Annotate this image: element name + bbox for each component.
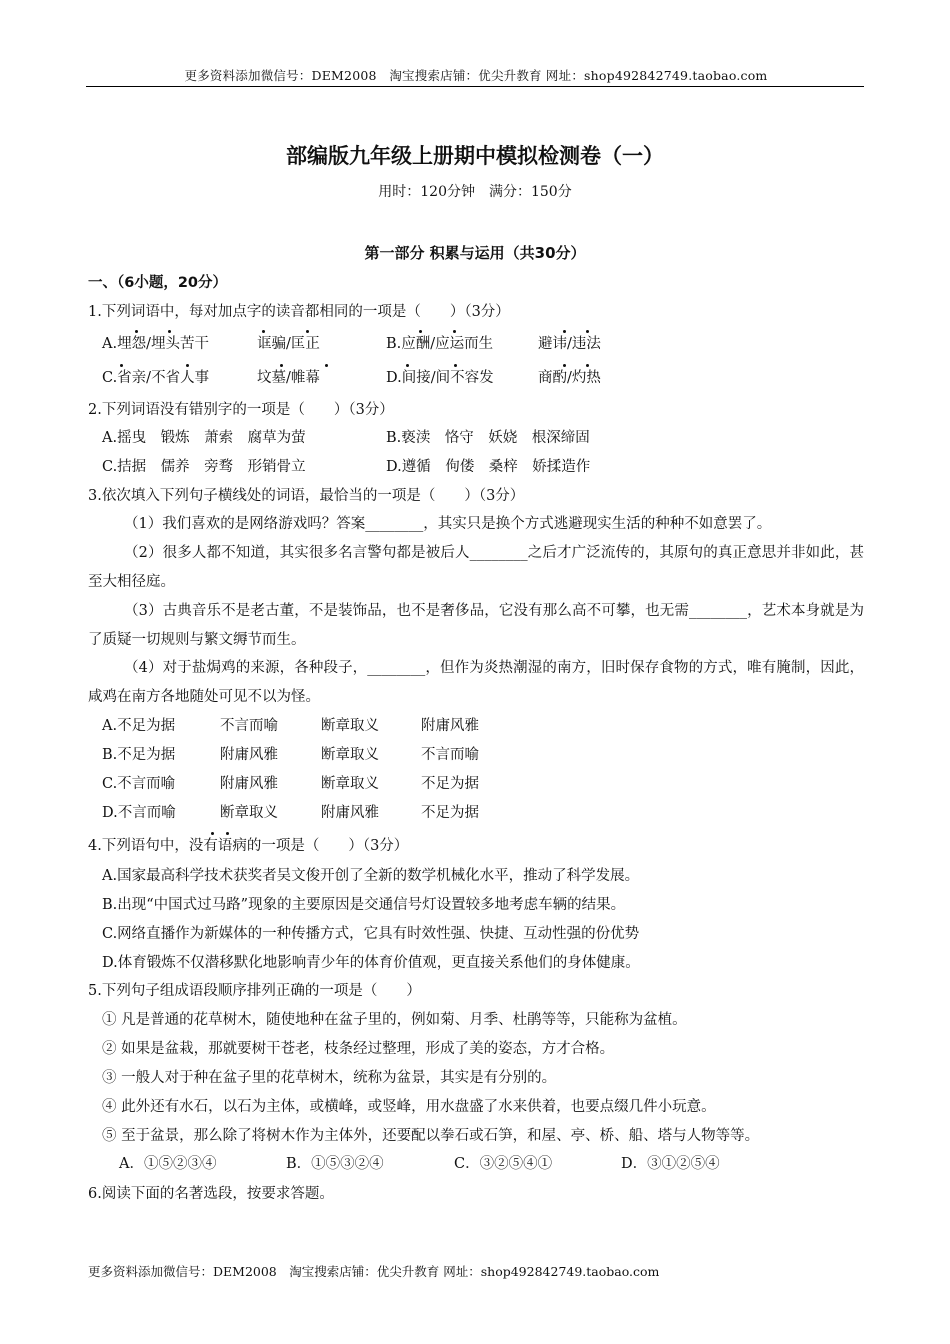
q2-option-d: D.遵循 佝偻 桑梓 娇揉造作 xyxy=(386,459,591,475)
emphasis-dot xyxy=(262,330,265,333)
q3-option-b-1: B.不足为据 xyxy=(102,747,176,763)
question-1-stem: 1.下列词语中，每对加点字的读音都相同的一项是（ ）（3分） xyxy=(88,304,510,320)
q5-sentence-3: ③ 一般人对于种在盆子里的花草树木，统称为盆景，其实是有分别的。 xyxy=(102,1070,557,1086)
emphasis-dot xyxy=(419,330,422,333)
emphasis-dot xyxy=(120,364,123,367)
q5-option-a: A．①⑤②③④ xyxy=(119,1156,217,1172)
q1-option-b-2: 避讳/违法 xyxy=(538,336,601,352)
q3-option-a-2: 不言而喻 xyxy=(220,718,278,734)
exam-info: 用时：120分钟 满分：150分 xyxy=(378,184,572,200)
q5-sentence-4: ④ 此外还有水石，以石为主体，或横峰，或竖峰，用水盘盛了水来供着，也要点缀几件小玩意。 xyxy=(102,1099,716,1115)
q4-option-a: A.国家最高科学技术获奖者吴文俊开创了全新的数学机械化水平，推动了科学发展。 xyxy=(102,868,640,884)
question-6-stem: 6.阅读下面的名著选段，按要求答题。 xyxy=(88,1186,334,1202)
q3-option-d-2: 断章取义 xyxy=(220,805,278,821)
q4-option-c: C.网络直播作为新媒体的一种传播方式，它具有时效性强、快捷、互动性强的份优势 xyxy=(102,926,640,942)
q2-option-c: C.拮据 儒养 旁骛 形销骨立 xyxy=(102,459,306,475)
emphasis-dot xyxy=(325,364,328,367)
q3-option-c-1: C.不言而喻 xyxy=(102,776,176,792)
q5-sentence-5: ⑤ 至于盆景，那么除了将树木作为主体外，还要配以拳石或石笋，和屋、亭、桥、船、塔与人物等等。 xyxy=(102,1128,760,1144)
emphasis-dot xyxy=(454,364,457,367)
header-divider xyxy=(86,86,864,87)
emphasis-dot xyxy=(586,330,589,333)
emphasis-dot xyxy=(211,832,214,835)
q3-option-b-2: 附庸风雅 xyxy=(220,747,278,763)
q5-sentence-2: ② 如果是盆栽，那就要树干苍老，枝条经过整理，形成了美的姿态，方才合格。 xyxy=(102,1041,615,1057)
q3-option-a-3: 断章取义 xyxy=(321,718,379,734)
page-header: 更多资料添加微信号：DEM2008 淘宝搜索店铺：优尖升教育 网址：shop492842749.taobao.com xyxy=(184,68,768,83)
question-5-stem: 5.下列句子组成语段顺序排列正确的一项是（ ） xyxy=(88,983,421,999)
emphasis-dot xyxy=(453,330,456,333)
q1-option-a-1: A.埋怨/埋头苦干 xyxy=(102,336,209,352)
q3-option-d-3: 附庸风雅 xyxy=(321,805,379,821)
q1-option-b-1: B.应酬/应运而生 xyxy=(386,336,494,352)
q1-option-d-2: 商酌/灼热 xyxy=(538,370,601,386)
q3-option-b-4: 不言而喻 xyxy=(421,747,479,763)
q1-option-d-1: D.间接/间不容发 xyxy=(386,370,494,386)
q3-option-a-4: 附庸风雅 xyxy=(421,718,479,734)
emphasis-dot xyxy=(280,364,283,367)
emphasis-dot xyxy=(563,330,566,333)
q3-sentence-3: （3）古典音乐不是老古董，不是装饰品，也不是奢侈品，它没有那么高不可攀，也无需________，艺术本身就是为了质疑一切规则与繁文缛节而生。 xyxy=(88,603,864,648)
q2-option-b: B.亵渎 恪守 妖娆 根深缔固 xyxy=(386,430,590,446)
q3-sentence-2: （2）很多人都不知道，其实很多名言警句都是被后人________之后才广泛流传的，其原句的真正意思并非如此，甚至大相径庭。 xyxy=(88,545,864,590)
q3-option-a-1: A.不足为据 xyxy=(102,718,176,734)
emphasis-dot xyxy=(563,364,566,367)
question-2-stem: 2.下列词语没有错别字的一项是（ ）（3分） xyxy=(88,402,394,418)
q5-option-b: B．①⑤③②④ xyxy=(286,1156,384,1172)
q5-option-c: C．③②⑤④① xyxy=(454,1156,553,1172)
q1-option-c-1: C.省亲/不省人事 xyxy=(102,370,210,386)
q4-option-b: B.出现“中国式过马路”现象的主要原因是交通信号灯设置较多地考虑车辆的结果。 xyxy=(102,897,626,913)
emphasis-dot xyxy=(226,832,229,835)
q3-option-b-3: 断章取义 xyxy=(321,747,379,763)
emphasis-dot xyxy=(168,330,171,333)
q1-option-a-2: 诓骗/匡正 xyxy=(257,336,320,352)
q5-option-d: D．③①②⑤④ xyxy=(621,1156,720,1172)
q3-sentence-4: （4）对于盐焗鸡的来源，各种段子，________，但作为炎热潮湿的南方，旧时保存食物的方式，唯有腌制，因此，咸鸡在南方各地随处可见不以为怪。 xyxy=(88,660,864,705)
q5-sentence-1: ① 凡是普通的花草树木，随使地种在盆子里的，例如菊、月季、杜鹃等等，只能称为盆植。 xyxy=(102,1012,687,1028)
emphasis-dot xyxy=(135,330,138,333)
section-heading: 第一部分 积累与运用（共30分） xyxy=(364,244,586,262)
emphasis-dot xyxy=(586,364,589,367)
emphasis-dot xyxy=(186,364,189,367)
page-title: 部编版九年级上册期中模拟检测卷（一） xyxy=(286,144,664,168)
question-4-stem: 4.下列语句中，没有语病的一项是（ ）（3分） xyxy=(88,838,409,854)
q3-option-c-4: 不足为据 xyxy=(421,776,479,792)
q4-option-d: D.体育锻炼不仅潜移默化地影响青少年的体育价值观，更直接关系他们的身体健康。 xyxy=(102,955,640,971)
q3-option-d-1: D.不言而喻 xyxy=(102,805,176,821)
q3-option-c-3: 断章取义 xyxy=(321,776,379,792)
part-heading: 一、（6小题，20分） xyxy=(88,275,228,291)
emphasis-dot xyxy=(306,330,309,333)
q3-option-c-2: 附庸风雅 xyxy=(220,776,278,792)
question-3-stem: 3.依次填入下列句子横线处的词语，最恰当的一项是（ ）（3分） xyxy=(88,488,525,504)
q3-option-d-4: 不足为据 xyxy=(421,805,479,821)
q2-option-a: A.摇曳 锻炼 萧索 腐草为萤 xyxy=(102,430,306,446)
q1-option-c-2: 坟墓/帷幕 xyxy=(257,370,320,386)
q3-sentence-1: （1）我们喜欢的是网络游戏吗？答案________，其实只是换个方式逃避现实生活的种种不如意罢了。 xyxy=(124,516,772,532)
emphasis-dot xyxy=(406,364,409,367)
page-footer: 更多资料添加微信号：DEM2008 淘宝搜索店铺：优尖升教育 网址：shop492842749.taobao.com xyxy=(88,1264,660,1279)
